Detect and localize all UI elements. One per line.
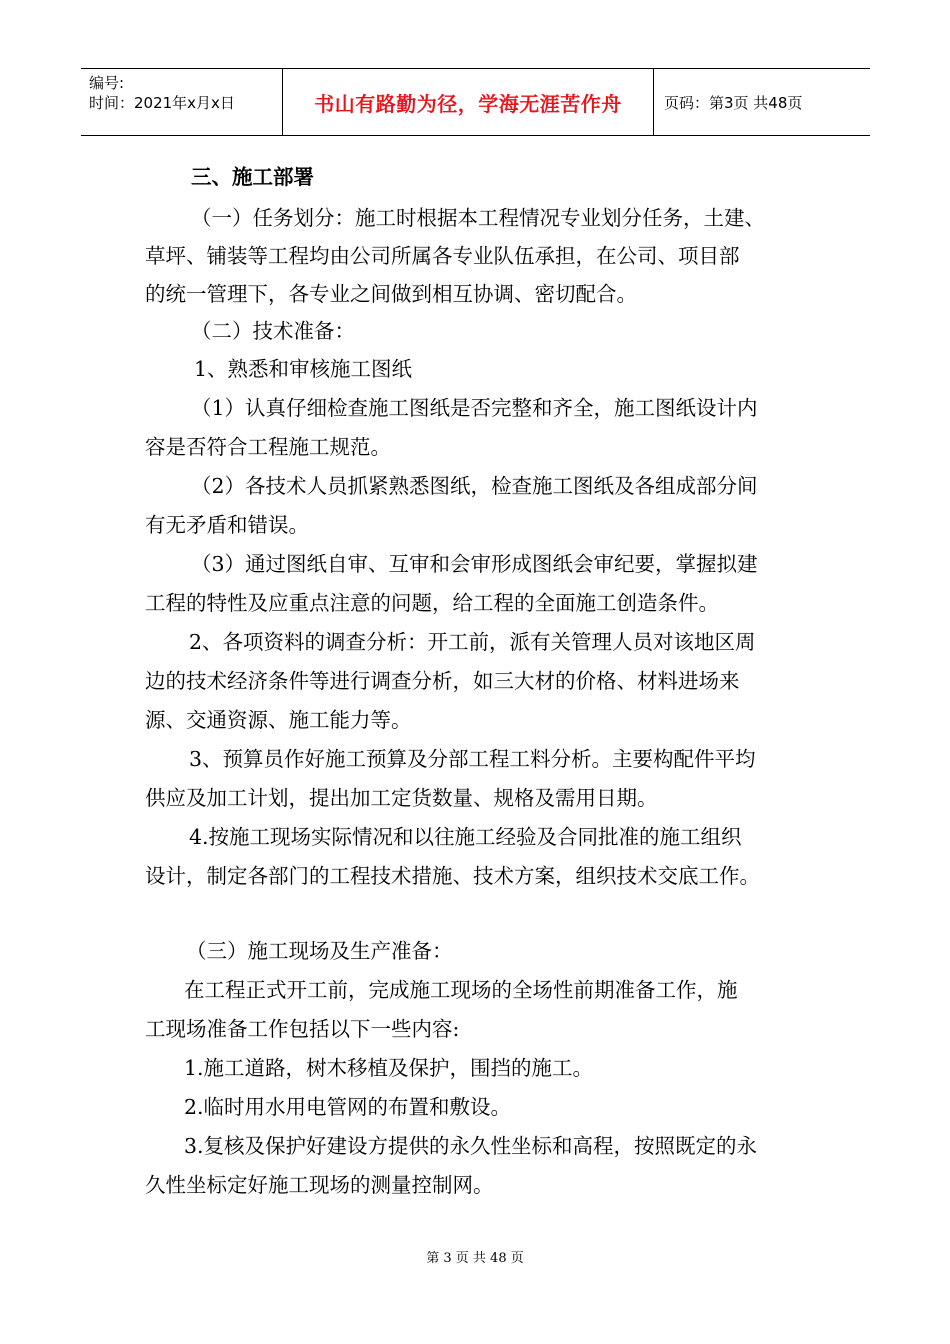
paragraph-line: 源、交通资源、施工能力等。 xyxy=(145,708,412,732)
page-footer: 第 3 页 共 48 页 xyxy=(426,1251,524,1266)
paragraph-line: 容是否符合工程施工规范。 xyxy=(145,435,391,459)
paragraph-line: 工现场准备工作包括以下一些内容: xyxy=(145,1017,460,1041)
page-header xyxy=(81,68,870,136)
paragraph-line: 4.按施工现场实际情况和以往施工经验及合同批准的施工组织 xyxy=(189,825,742,849)
paragraph-line: 设计，制定各部门的工程技术措施、技术方案，组织技术交底工作。 xyxy=(145,864,760,888)
header-motto: 书山有路勤为径，学海无涯苦作舟 xyxy=(314,91,622,116)
paragraph-line: 工程的特性及应重点注意的问题，给工程的全面施工创造条件。 xyxy=(145,591,719,615)
paragraph-line: （1）认真仔细检查施工图纸是否完整和齐全，施工图纸设计内 xyxy=(191,396,758,420)
paragraph-line: （一）任务划分：施工时根据本工程情况专业划分任务，土建、 xyxy=(191,206,765,230)
header-info xyxy=(81,69,282,135)
subsection-heading: （二）技术准备： xyxy=(191,319,355,343)
paragraph-line: 的统一管理下，各专业之间做到相互协调、密切配合。 xyxy=(145,282,637,306)
number-label: 编号: xyxy=(89,74,125,92)
paragraph-line: 边的技术经济条件等进行调查分析，如三大材的价格、材料进场来 xyxy=(145,669,740,693)
paragraph-line: 2、各项资料的调查分析：开工前，派有关管理人员对该地区周 xyxy=(189,630,756,654)
header-motto-cell xyxy=(282,69,654,135)
paragraph-line: （2）各技术人员抓紧熟悉图纸，检查施工图纸及各组成部分间 xyxy=(191,474,758,498)
item-heading: 1、熟悉和审核施工图纸 xyxy=(194,357,413,381)
section-heading: 三、施工部署 xyxy=(191,165,314,189)
header-page-label: 页码：第3页 共48页 xyxy=(664,93,803,112)
paragraph-line: 久性坐标定好施工现场的测量控制网。 xyxy=(145,1173,494,1197)
paragraph-line: （3）通过图纸自审、互审和会审形成图纸会审纪要，掌握拟建 xyxy=(191,552,758,576)
header-page-cell xyxy=(654,69,870,135)
paragraph-line: 2.临时用水用电管网的布置和敷设。 xyxy=(184,1095,512,1119)
date-label: 时间：2021年x月x日 xyxy=(89,94,235,112)
paragraph-line: 供应及加工计划，提出加工定货数量、规格及需用日期。 xyxy=(145,786,658,810)
paragraph-line: 草坪、铺装等工程均由公司所属各专业队伍承担，在公司、项目部 xyxy=(145,244,740,268)
paragraph-line: 1.施工道路，树木移植及保护，围挡的施工。 xyxy=(184,1056,594,1080)
subsection-heading: （三）施工现场及生产准备： xyxy=(186,939,453,963)
paragraph-line: 在工程正式开工前，完成施工现场的全场性前期准备工作，施 xyxy=(184,978,738,1002)
paragraph-line: 3.复核及保护好建设方提供的永久性坐标和高程，按照既定的永 xyxy=(184,1134,758,1158)
paragraph-line: 有无矛盾和错误。 xyxy=(145,513,309,537)
paragraph-line: 3、预算员作好施工预算及分部工程工料分析。主要构配件平均 xyxy=(189,747,756,771)
